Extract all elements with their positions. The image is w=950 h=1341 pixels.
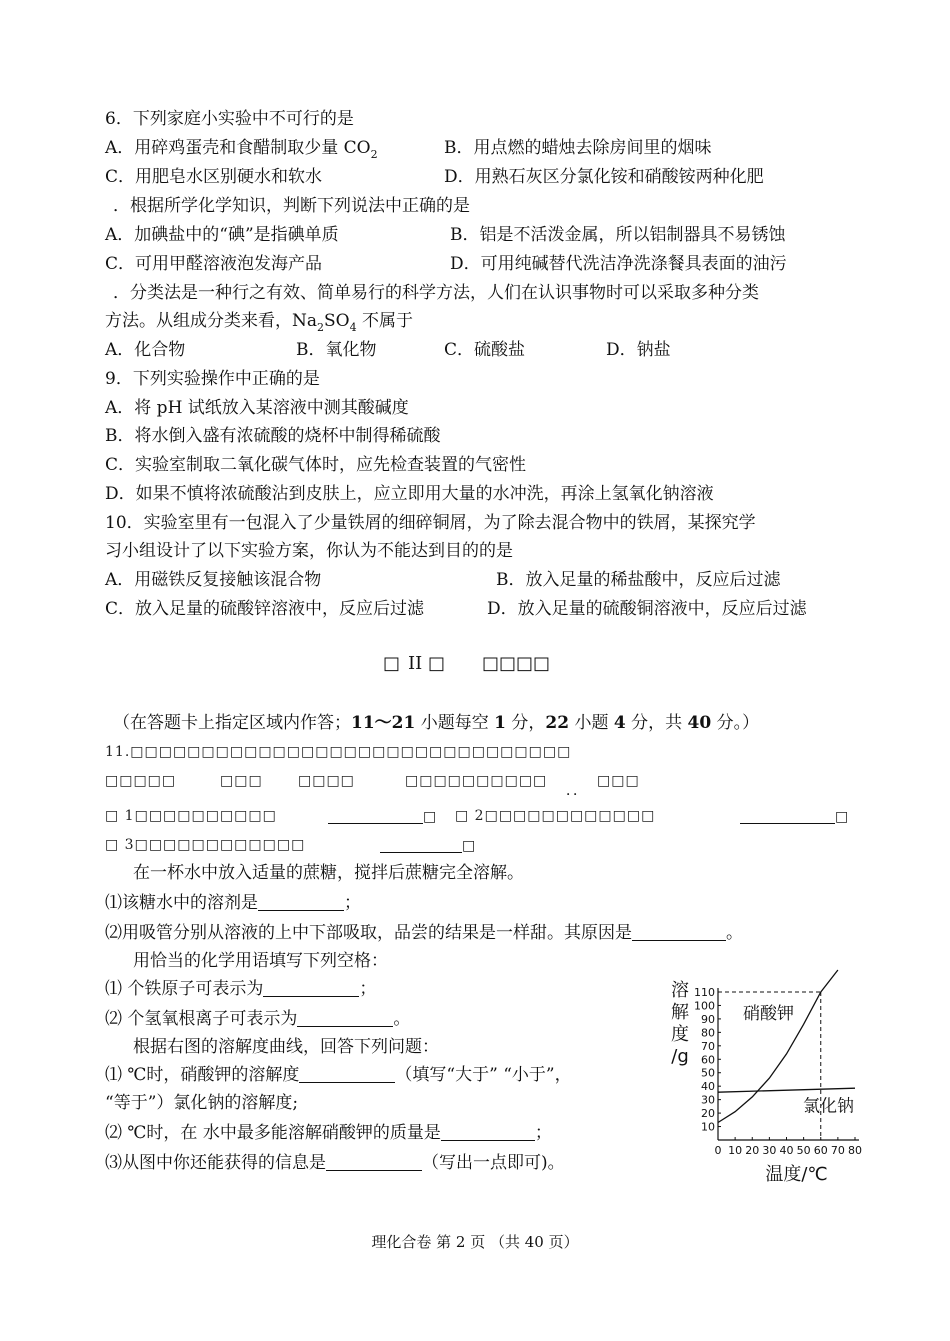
q11-blank1[interactable]: □: [328, 805, 437, 828]
x-tick-label: 70: [830, 1144, 845, 1157]
q12-blank2[interactable]: [632, 924, 726, 941]
q10-option-d: D．放入足量的硫酸铜溶液中，反应后过滤: [487, 599, 807, 619]
q9-stem: 9．下列实验操作中正确的是: [105, 369, 320, 389]
x-tick-label: 80: [848, 1144, 862, 1157]
series-line-nacl: [718, 1088, 855, 1092]
q11-sub3: □ 3□□□□□□□□□□□□: [105, 837, 306, 853]
q11-text-b: □□□: [220, 773, 263, 789]
x-tick-label: 50: [796, 1144, 811, 1157]
q14-blank2[interactable]: [441, 1124, 535, 1141]
page-footer: 理化合卷 第 2 页 （共 40 页）: [371, 1233, 579, 1251]
q12-part1: ⑴该糖水中的溶剂是 ；: [105, 893, 361, 913]
y-tick-label: 60: [701, 1053, 715, 1067]
q10-option-c: C．放入足量的硫酸锌溶液中，反应后过滤: [105, 599, 425, 619]
y-axis-label: 度: [671, 1024, 689, 1045]
y-tick-label: 50: [701, 1066, 715, 1080]
q8-stem-line2: 方法。从组成分类来看，$Na_2SO_4$ 不属于: [105, 311, 414, 334]
y-axis-label: 解: [671, 1002, 689, 1023]
x-tick-label: 10: [728, 1144, 743, 1157]
q12-part2: ⑵用吸管分别从溶液的上中下部吸取，品尝的结果是一样甜。其原因是 。: [105, 923, 743, 943]
q13-part2: ⑵ 个氢氧根离子可表示为 。: [105, 1009, 411, 1029]
q8-option-b: B．氧化物: [296, 340, 377, 360]
q7-option-a: A．加碘盐中的“碘”是指碘单质: [105, 225, 339, 245]
q14-blank3[interactable]: [326, 1154, 422, 1171]
series-label-kno3: 硝酸钾: [743, 1003, 794, 1024]
q11-blank3[interactable]: □: [380, 834, 476, 857]
y-axis-label: 溶: [671, 980, 689, 1001]
q10-stem-line1: 10．实验室里有一包混入了少量铁屑的细碎铜屑，为了除去混合物中的铁屑，某探究学: [105, 513, 756, 533]
q14-part3: ⑶从图中你还能获得的信息是 （写出一点即可)。: [105, 1153, 565, 1173]
y-tick-label: 20: [701, 1107, 715, 1121]
q10-stem-line2: 习小组设计了以下实验方案，你认为不能达到目的的是: [105, 541, 513, 561]
q7-option-b: B．铝是不活泼金属，所以铝制器具不易锈蚀: [450, 225, 786, 245]
q9-option-c: C．实验室制取二氧化碳气体时，应先检查装置的气密性: [105, 455, 527, 475]
q11-stem: 11.□□□□□□□□□□□□□□□□□□□□□□□□□□□□□□□: [105, 744, 572, 760]
solubility-chart: [660, 968, 860, 1198]
q7-option-d: D．可用纯碱替代洗洁净洗涤餐具表面的油污: [450, 254, 787, 274]
q14-stem: 根据右图的溶解度曲线，回答下列问题：: [133, 1037, 439, 1057]
y-tick-label: 100: [694, 999, 715, 1013]
q7-option-c: C．可用甲醛溶液泡发海产品: [105, 254, 323, 274]
q9-option-b: B．将水倒入盛有浓硫酸的烧杯中制得稀硫酸: [105, 426, 441, 446]
x-tick-label: 20: [745, 1144, 760, 1157]
y-tick-label: 80: [701, 1026, 715, 1040]
q14-part2: ⑵ ℃时，在 水中最多能溶解硝酸钾的质量是 ；: [105, 1123, 552, 1143]
q6-option-c: C．用肥皂水区别硬水和软水: [105, 167, 323, 187]
q10-option-b: B．放入足量的稀盐酸中，反应后过滤: [496, 570, 781, 590]
x-tick-label: 40: [779, 1144, 794, 1157]
x-axis-label: 温度/℃: [765, 1164, 828, 1185]
q11-sub1: □ 1□□□□□□□□□□: [105, 808, 277, 824]
y-tick-label: 10: [701, 1120, 715, 1134]
part2-title-a: □: [383, 653, 401, 674]
x-tick-label: 60: [813, 1144, 828, 1157]
y-tick-label: 110: [694, 986, 715, 999]
q8-option-c: C．硫酸盐: [444, 340, 526, 360]
q13-part1: ⑴ 个铁原子可表示为 ；: [105, 979, 377, 999]
x-tick-label: 0: [714, 1144, 722, 1157]
q8-stem-line1: ．分类法是一种行之有效、简单易行的科学方法，人们在认识事物时可以采取多种分类: [113, 283, 759, 303]
q11-text-e: □□□: [597, 773, 640, 789]
q14-part1: ⑴ ℃时，硝酸钾的溶解度 （填写“大于” “小于”，: [105, 1065, 572, 1085]
q8-option-a: A．化合物: [105, 340, 186, 360]
q11-emphasis-dots: ．．: [566, 783, 587, 799]
y-tick-label: 30: [701, 1093, 715, 1107]
y-tick-label: 40: [701, 1080, 715, 1094]
q14-part1-cont: “等于”）氯化钠的溶解度;: [105, 1093, 299, 1113]
q13-blank1[interactable]: [263, 980, 359, 997]
q9-option-d: D．如果不慎将浓硫酸沾到皮肤上，应立即用大量的水冲洗，再涂上氢氧化钠溶液: [105, 484, 714, 504]
section-instruction: （在答题卡上指定区域内作答；11～21 小题每空 1 分，22 小题 4 分，共 40 分。）: [113, 713, 760, 733]
q11-sub2: □ 2□□□□□□□□□□□□: [455, 808, 656, 824]
y-axis-label: /g: [671, 1046, 689, 1067]
q11-text-a: □□□□□: [105, 773, 177, 789]
q14-blank1[interactable]: [299, 1066, 395, 1083]
part2-title-c: □□□□: [482, 653, 551, 674]
x-tick-label: 30: [762, 1144, 777, 1157]
q11-text-d: □□□□□□□□□□: [405, 773, 548, 789]
q8-option-d: D．钠盐: [606, 340, 671, 360]
q11-blank2[interactable]: □: [740, 805, 849, 828]
series-label-nacl: 氯化钠: [803, 1096, 854, 1117]
q13-stem: 用恰当的化学用语填写下列空格：: [133, 951, 388, 971]
q6-option-a: A．用碎鸡蛋壳和食醋制取少量 $CO_2$: [105, 138, 378, 161]
q11-text-c: □□□□: [298, 773, 355, 789]
q6-stem: 6．下列家庭小实验中不可行的是: [105, 109, 354, 129]
part2-title-b: II □: [408, 653, 445, 674]
q9-option-a: A．将 pH 试纸放入某溶液中测其酸碱度: [105, 398, 409, 418]
q7-stem: ．根据所学化学知识，判断下列说法中正确的是: [113, 196, 470, 216]
q12-stem: 在一杯水中放入适量的蔗糖，搅拌后蔗糖完全溶解。: [133, 863, 524, 883]
y-tick-label: 90: [701, 1012, 715, 1026]
q10-option-a: A．用磁铁反复接触该混合物: [105, 570, 322, 590]
q6-option-b: B．用点燃的蜡烛去除房间里的烟味: [444, 138, 712, 158]
q13-blank2[interactable]: [297, 1010, 393, 1027]
q6-option-d: D．用熟石灰区分氯化铵和硝酸铵两种化肥: [444, 167, 764, 187]
q12-blank1[interactable]: [258, 894, 344, 911]
y-tick-label: 70: [701, 1039, 715, 1053]
